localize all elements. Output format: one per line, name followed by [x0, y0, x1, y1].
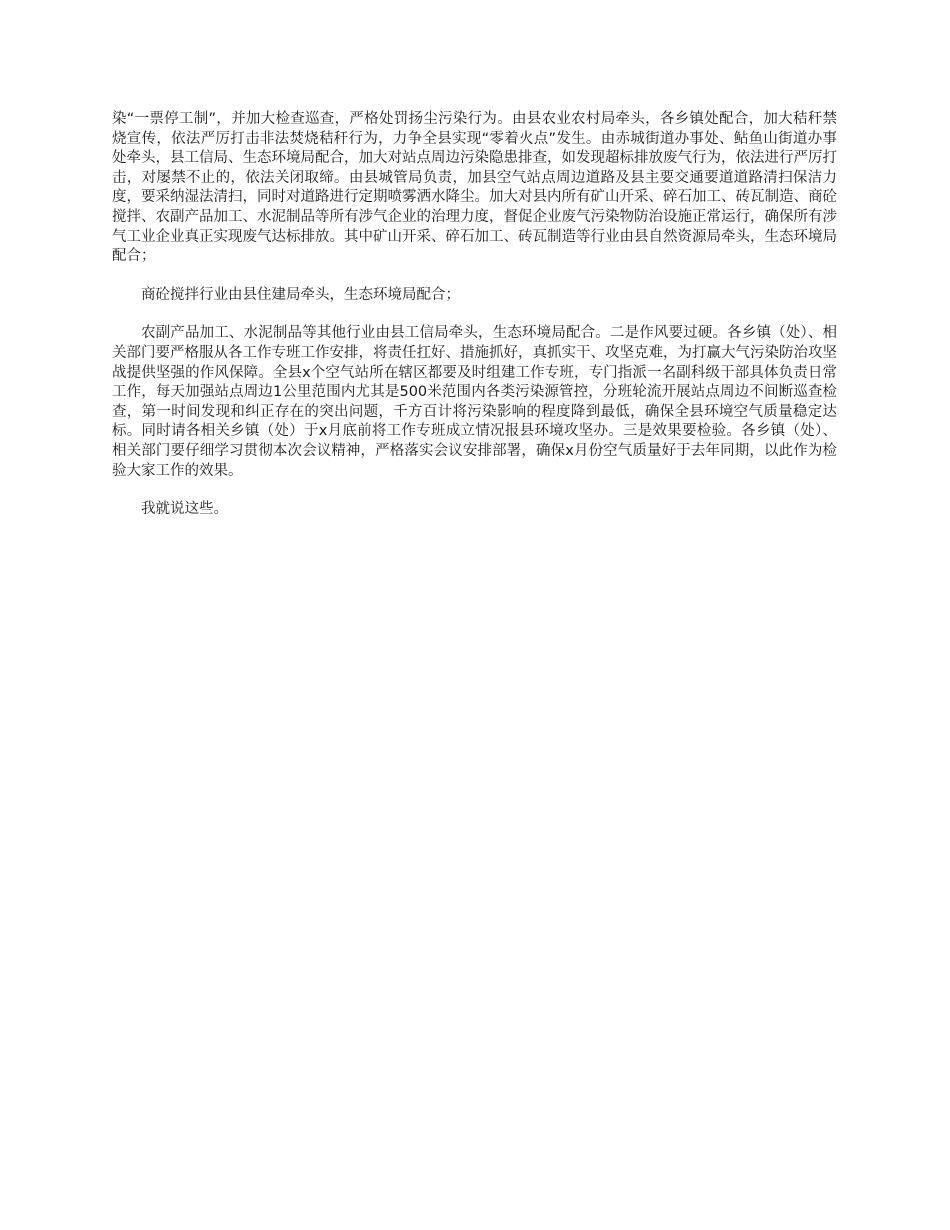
document-page — [112, 110, 837, 539]
paragraph-4: 我就说这些。 — [141, 501, 228, 518]
paragraph-3: 农副产品加工、水泥制品等其他行业由县工信局牵头，生态环境局配合。二是作风要过硬。各乡镇（处）、相关部门要严格服从各工作专班工作安排，将责任扛好、措施抓好，真抓实干、攻坚克难，为打赢大气污染防治攻坚战提供坚强的作风保障。全县x个空气站所在辖区都要及时组建工作专班，专门指派一名副科级干部具体负责日常工作，每天加强站点周边1公里范围内尤其是500米范围内各类污染源管控，分班轮流开展站点周边不间断巡查检查，第一时间发现和纠正存在的突出问题，千方百计将污染影响的程度降到最低，确保全县环境空气质量稳定达标。同时请各相关乡镇（处）于x月底前将工作专班成立情况报县环境攻坚办。三是效果要检验。各乡镇（处）、相关部门要仔细学习贯彻本次会议精神，严格落实会议安排部署，确保x月份空气质量好于去年同期，以此作为检验大家工作的效果。 — [112, 325, 837, 479]
paragraph-2: 商砼搅拌行业由县住建局牵头，生态环境局配合； — [141, 286, 460, 303]
paragraph-1: 染“一票停工制”，并加大检查巡查，严格处罚扬尘污染行为。由县农业农村局牵头，各乡镇处配合，加大秸秆禁烧宣传，依法严厉打击非法焚烧秸秆行为，力争全县实现“零着火点”发生。由赤城街道办事处、鲇鱼山街道办事处牵头，县工信局、生态环境局配合，加大对站点周边污染隐患排查，如发现超标排放废气行为，依法进行严厉打击，对屡禁不止的，依法关闭取缔。由县城管局负责，加县空气站点周边道路及县主要交通要道道路清扫保洁力度，要采纳湿法清扫，同时对道路进行定期喷雾洒水降尘。加大对县内所有矿山开采、碎石加工、砖瓦制造、商砼搅拌、农副产品加工、水泥制品等所有涉气企业的治理力度，督促企业废气污染物防治设施正常运行，确保所有涉气工业企业真正实现废气达标排放。其中矿山开采、碎石加工、砖瓦制造等行业由县自然资源局牵头，生态环境局配合； — [112, 111, 837, 265]
